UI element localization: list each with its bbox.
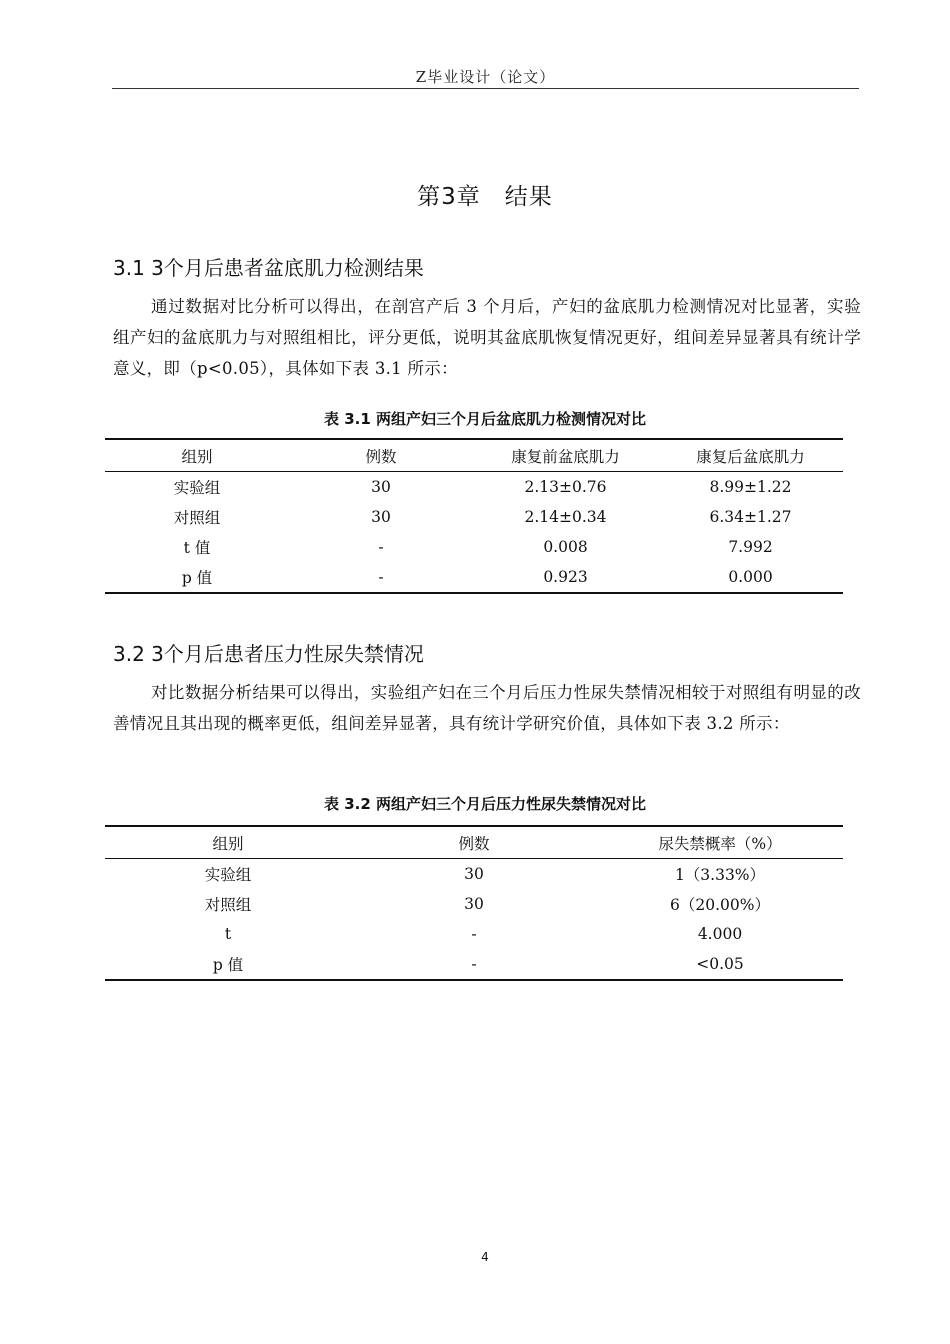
table-cell: 实验组 [173,479,221,497]
page-number: 4 [481,1250,489,1264]
table-row [105,472,843,503]
table-cell: <0.05 [597,949,843,980]
table-row [105,859,843,890]
table-header-row [105,439,843,472]
table-row [105,502,843,532]
table-3-2-caption: 表 3.2 两组产妇三个月后压力性尿失禁情况对比 [323,795,647,813]
table-3-1-caption: 表 3.1 两组产妇三个月后盆底肌力检测情况对比 [323,410,647,428]
table-cell: 0.923 [473,562,658,593]
section-3-1-title: 3.1 3个月后患者盆底肌力检测结果 [113,256,424,280]
table-cell: - [289,562,473,593]
table-header-cell: 组别 [105,826,351,859]
table-header-cell: 组别 [105,439,289,472]
table-cell: p 值 [105,562,289,593]
table-header-cell: 例数 [289,439,473,472]
table-cell: 2.14±0.34 [524,508,607,526]
table-cell: 7.992 [728,538,773,556]
table-cell: 8.99±1.22 [709,478,792,496]
chapter-title: 第3章 结果 [417,184,553,210]
table-row [105,889,843,919]
table-header-cell: 康复后盆底肌力 [658,439,843,472]
header-rule [112,88,859,89]
table-cell: 30 [464,895,484,913]
table-row [105,949,843,980]
table-cell: 1（3.33%） [674,866,766,884]
table-cell: 6.34±1.27 [709,508,792,526]
table-cell: p 值 [105,949,351,980]
table-row [105,919,843,949]
table-cell: 实验组 [204,866,252,884]
table-cell: 30 [464,865,484,883]
table-cell: 0.008 [543,538,588,556]
table-header-row [105,826,843,859]
table-cell: 4.000 [697,925,743,943]
table-row [105,532,843,562]
table-cell: 0.000 [658,562,843,593]
table-cell: 对照组 [204,896,252,914]
table-3-1 [105,438,843,594]
table-cell: 30 [371,478,391,496]
table-cell: 对照组 [173,509,221,527]
table-row [105,562,843,593]
table-header-cell: 例数 [351,826,597,859]
section-3-2-title: 3.2 3个月后患者压力性尿失禁情况 [113,642,424,666]
table-cell: t 值 [183,539,211,557]
table-cell: - [471,925,477,943]
table-cell: t [224,925,232,943]
section-3-1-paragraph: 通过数据对比分析可以得出，在剖宫产后 3 个月后，产妇的盆底肌力检测情况对比显著，实验组产妇的盆底肌力与对照组相比，评分更低，说明其盆底肌恢复情况更好，组间差异显著具有统计学意义，即（p<0.05），具体如下表 3.1 所示： [113,297,861,378]
section-3-2-paragraph: 对比数据分析结果可以得出，实验组产妇在三个月后压力性尿失禁情况相较于对照组有明显的改善情况且其出现的概率更低，组间差异显著，具有统计学研究价值，具体如下表 3.2 所示： [113,683,861,733]
table-cell: - [378,538,384,556]
table-cell: 6（20.00%） [670,896,770,914]
table-cell: 2.13±0.76 [524,478,607,496]
table-3-2 [105,825,843,981]
table-header-cell: 康复前盆底肌力 [473,439,658,472]
page-header: Z毕业设计（论文） [415,68,556,86]
table-cell: 30 [371,508,391,526]
table-cell: - [351,949,597,980]
table-header-cell: 尿失禁概率（%） [597,826,843,859]
